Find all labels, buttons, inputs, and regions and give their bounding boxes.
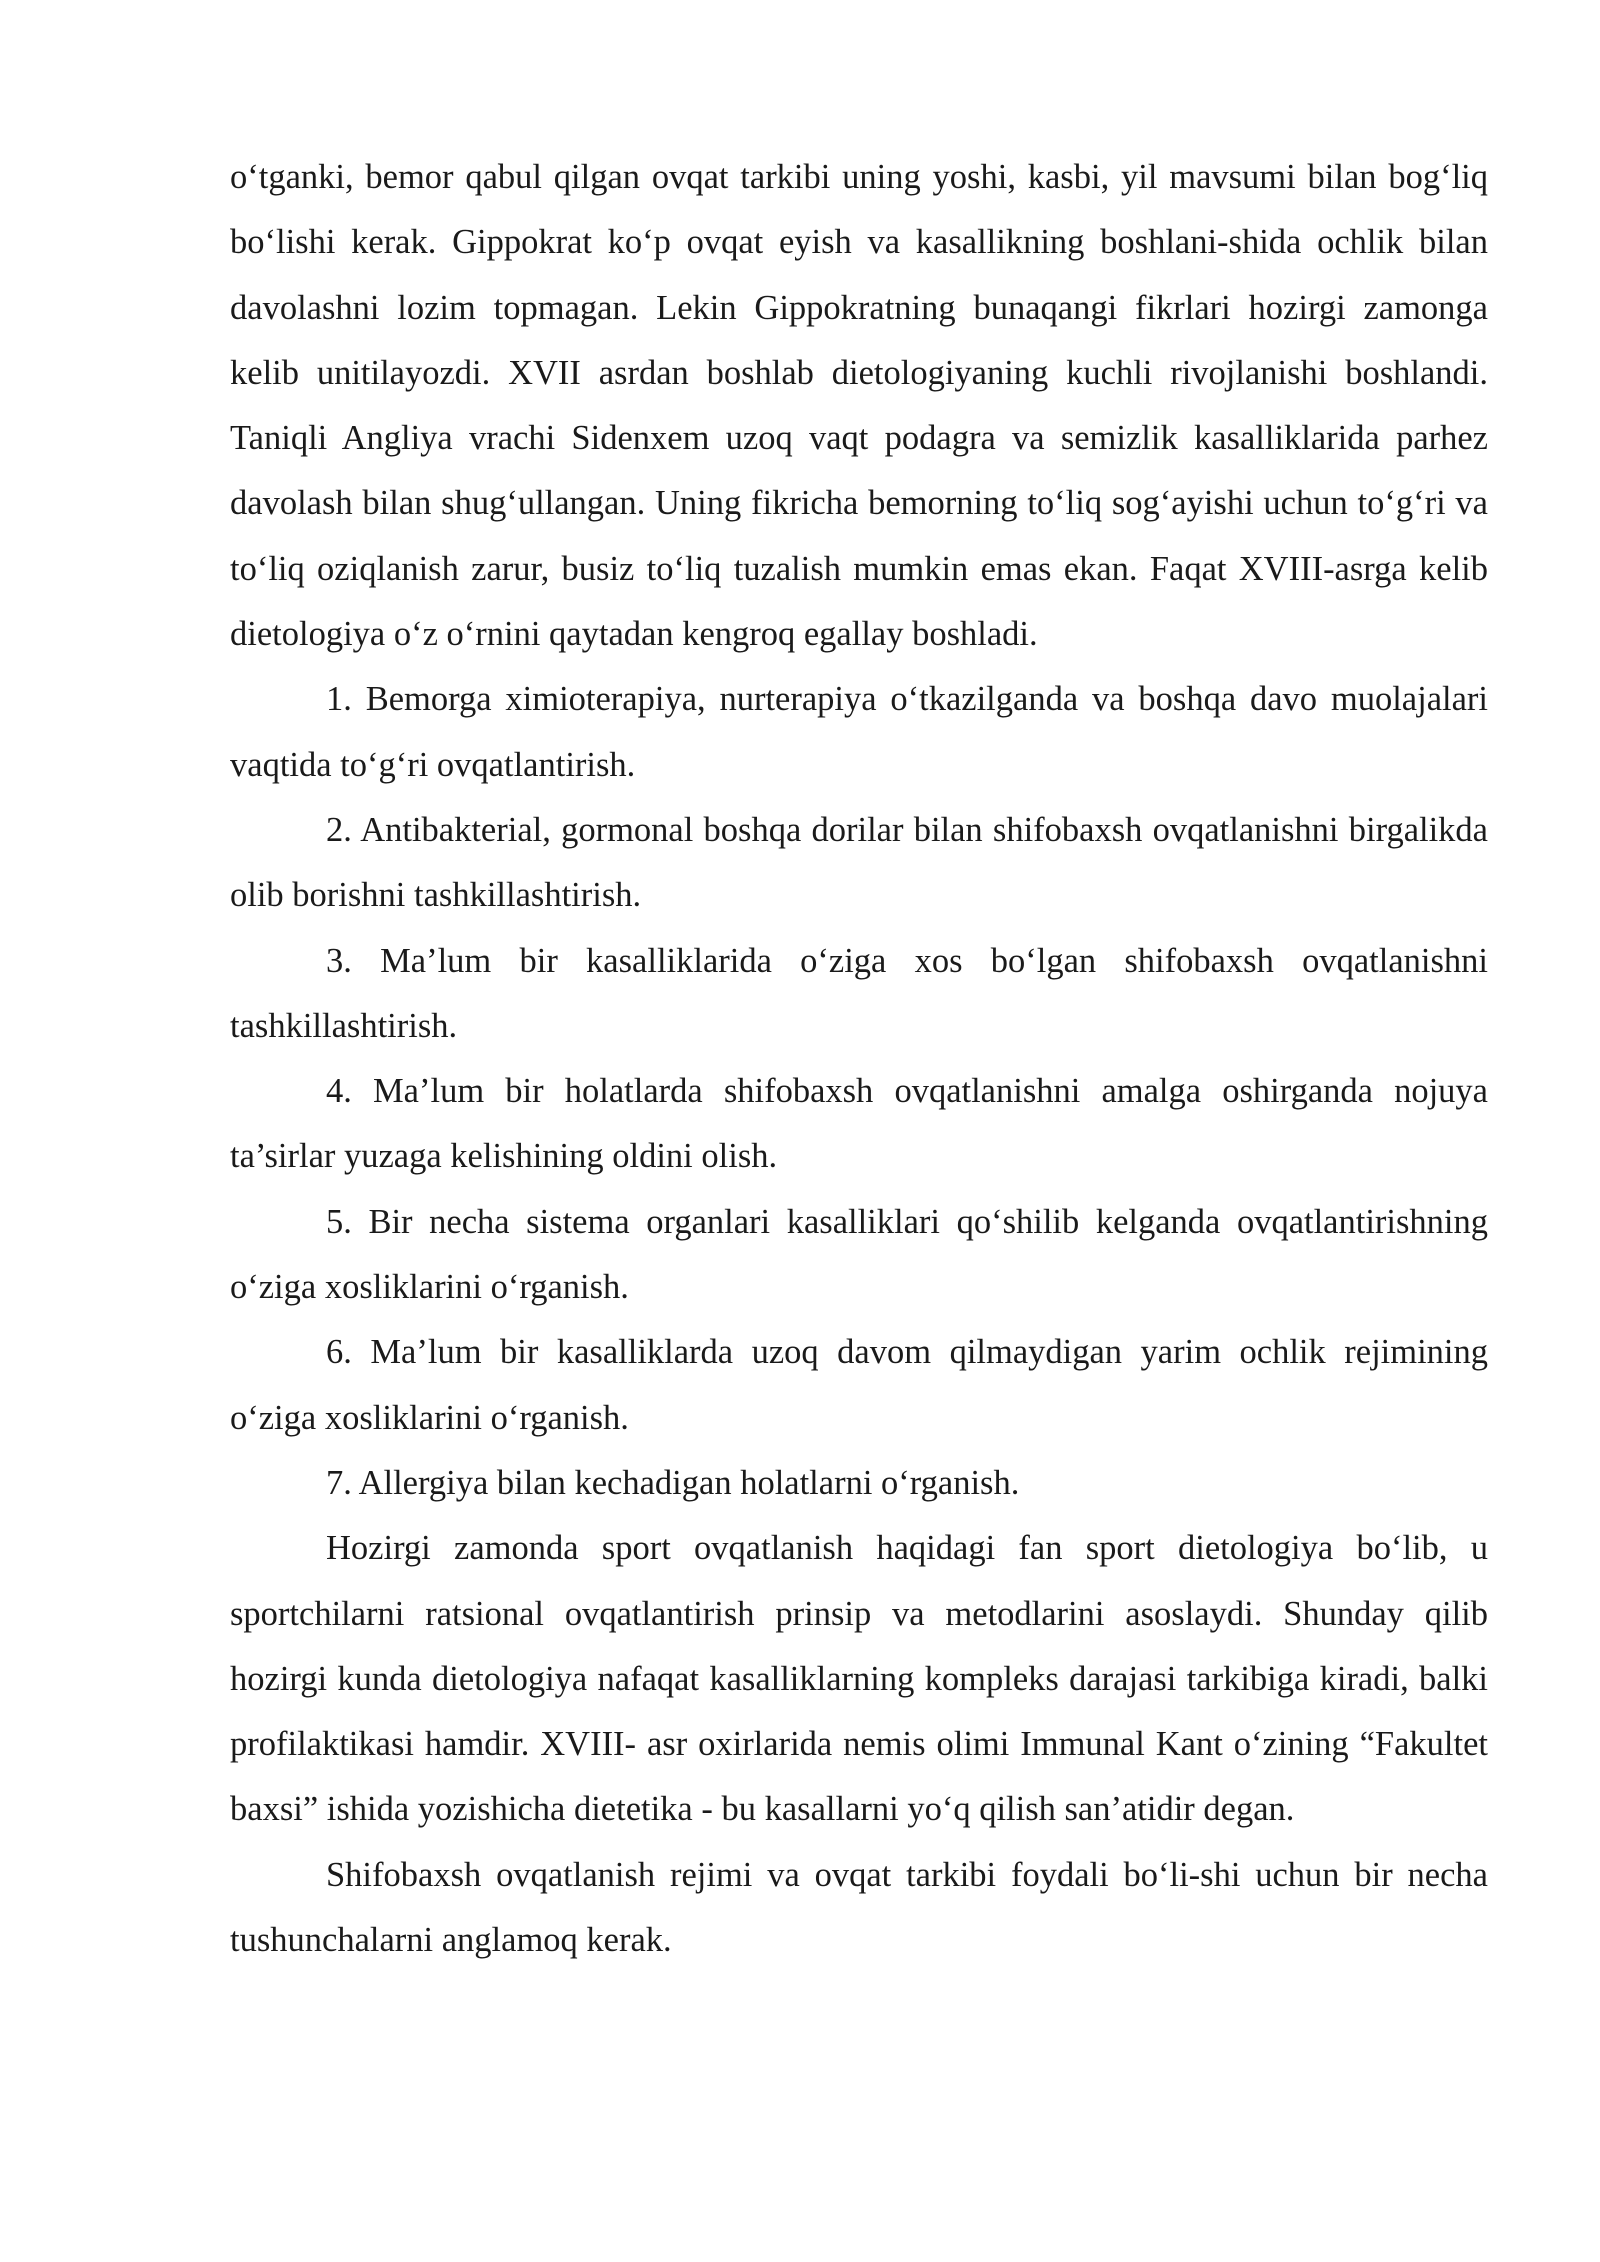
list-item-2: 2. Antibakterial, gormonal boshqa dorilar bilan shifobaxsh ovqatlanishni birgalikda olib borishni tashkillashtirish. — [230, 810, 1488, 915]
document-body — [230, 145, 1488, 1973]
paragraph-conclusion: Shifobaxsh ovqatlanish rejimi va ovqat tarkibi foydali bo‘li-shi uchun bir necha tushunchalarni anglamoq kerak. — [230, 1855, 1488, 1960]
paragraph-intro: o‘tganki, bemor qabul qilgan ovqat tarkibi uning yoshi, kasbi, yil mavsumi bilan bog‘liq bo‘lishi kerak. Gippokrat ko‘p ovqat eyish va kasallikning boshlani-shida ochlik bilan davolashni lozim topmagan. Lekin Gippokratning bunaqangi fikrlari hozirgi zamonga kelib unitilayozdi. XVII asrdan boshlab dietologiyaning kuchli rivojlanishi boshlandi. Taniqli Angliya vrachi Sidenxem uzoq vaqt podagra va semizlik kasalliklarida parhez davolash bilan shug‘ullangan. Uning fikricha bemorning to‘liq sog‘ayishi uchun to‘g‘ri va to‘liq oziqlanish zarur, busiz to‘liq tuzalish mumkin emas ekan. Faqat XVIII-asrga kelib dietologiya o‘z o‘rnini qaytadan kengroq egallay boshladi. — [230, 158, 1488, 654]
list-item-1: 1. Bemorga ximioterapiya, nurterapiya o‘tkazilganda va boshqa davo muolajalari vaqtida to‘g‘ri ovqatlantirish. — [230, 680, 1488, 784]
paragraph-sport-dietology: Hozirgi zamonda sport ovqatlanish haqidagi fan sport dietologiya bo‘lib, u sportchilarni ratsional ovqatlantirish prinsip va metodlarini asoslaydi. Shunday qilib hozirgi kunda dietologiya nafaqat kasalliklarning kompleks darajasi tarkibiga kiradi, balki profilaktikasi hamdir. XVIII- asr oxirlarida nemis olimi Immunal Kant o‘zining “Fakultet baxsi” ishida yozishicha dietetika - bu kasallarni yo‘q qilish san’atidir degan. — [230, 1529, 1488, 1829]
list-item-6: 6. Ma’lum bir kasalliklarda uzoq davom qilmaydigan yarim ochlik rejimining o‘ziga xosliklarini o‘rganish. — [230, 1333, 1488, 1437]
list-item-4: 4. Ma’lum bir holatlarda shifobaxsh ovqatlanishni amalga oshirganda nojuya ta’sirlar yuzaga kelishining oldini olish. — [230, 1072, 1488, 1176]
list-item-7: 7. Allergiya bilan kechadigan holatlarni o‘rganish. — [326, 1463, 1020, 1502]
list-item-3: 3. Ma’lum bir kasalliklarida o‘ziga xos bo‘lgan shifobaxsh ovqatlanishni tashkillashtirish. — [230, 941, 1488, 1045]
list-item-5: 5. Bir necha sistema organlari kasalliklari qo‘shilib kelganda ovqatlantirishning o‘ziga xosliklarini o‘rganish. — [230, 1202, 1488, 1307]
